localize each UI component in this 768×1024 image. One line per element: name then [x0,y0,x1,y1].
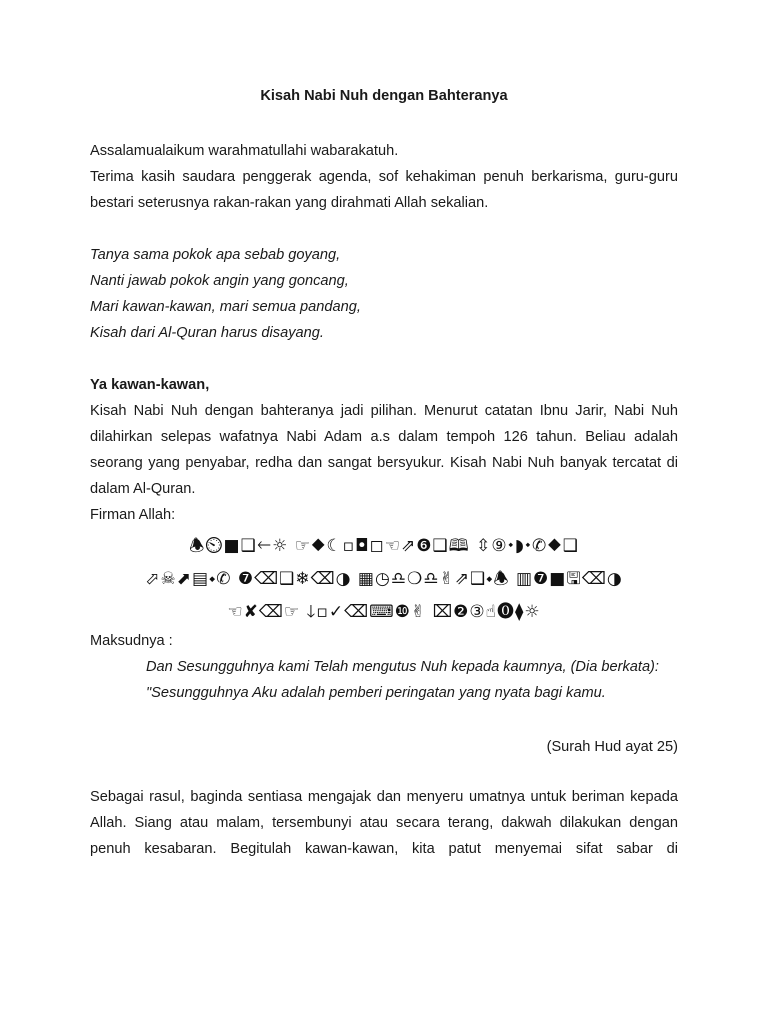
firman-label: Firman Allah: [90,507,176,523]
verse-translation [146,654,678,706]
closing-paragraph: Sebagai rasul, baginda sentiasa mengajak dan menyeru umatnya untuk beriman kepada Allah. Siang atau malam, tersembunyi atau secara terang, dakwah dilakukan dengan penuh kesabaran. Begitulah kawan-kawan, kita patut menyemai sifat sabar di [90,789,678,857]
translation-line: "Sesungguhnya Aku adalah pemberi peringatan yang nyata bagi kamu. [146,685,606,701]
maksud-label: Maksudnya : [90,633,173,649]
verse-citation: (Surah Hud ayat 25) [546,739,678,755]
document-title-text: Kisah Nabi Nuh dengan Bahteranya [260,88,508,104]
document-title [0,88,768,104]
pantun-verse [90,242,361,346]
greeting-line: Assalamualaikum warahmatullahi wabarakatuh. [90,143,399,159]
thanks-paragraph: Terima kasih saudara penggerak agenda, sof kehakiman penuh berkarisma, guru-guru bestari seterusnya rakan-rakan yang dirahmati Allah sekalian. [90,169,678,211]
pantun-line: Nanti jawab pokok angin yang goncang, [90,273,349,289]
pantun-line: Mari kawan-kawan, mari semua pandang, [90,299,361,315]
section-heading: Ya kawan-kawan, [90,377,210,393]
arabic-glyph-line: ☜✘⌫☞ 🡓▫✓⌫⌨❿✌ ⌧❷③☝⓿⧫☼ [227,602,541,622]
arabic-glyph-line: 🕭⏲■❑🡐☼ ☞⬥☾▫◘◻☜⇗❻❑🕮 ⇳⑨⬩◗⬩✆⬥❑ [189,536,579,556]
arabic-verse-glyphs [100,530,668,629]
story-paragraph: Kisah Nabi Nuh dengan bahteranya jadi pilihan. Menurut catatan Ibnu Jarir, Nabi Nuh dilahirkan selepas wafatnya Nabi Adam a.s dalam tempoh 126 tahun. Beliau adalah seorang yang penyabar, redha dan sangat bersyukur. Kisah Nabi Nuh banyak tercatat di dalam Al-Quran. [90,403,678,497]
translation-line: Dan Sesungguhnya kami Telah mengutus Nuh kepada kaumnya, (Dia berkata): [146,659,659,675]
arabic-glyph-line: ⬀☠⬈▤⬩✆ ❼⌫❑❄⌫◑ ▦◷♎❍♎✌⇗❑⬩🕭 ▥❼■🖫⌫◑ [145,569,623,589]
pantun-line: Kisah dari Al-Quran harus disayang. [90,325,324,341]
pantun-line: Tanya sama pokok apa sebab goyang, [90,247,341,263]
